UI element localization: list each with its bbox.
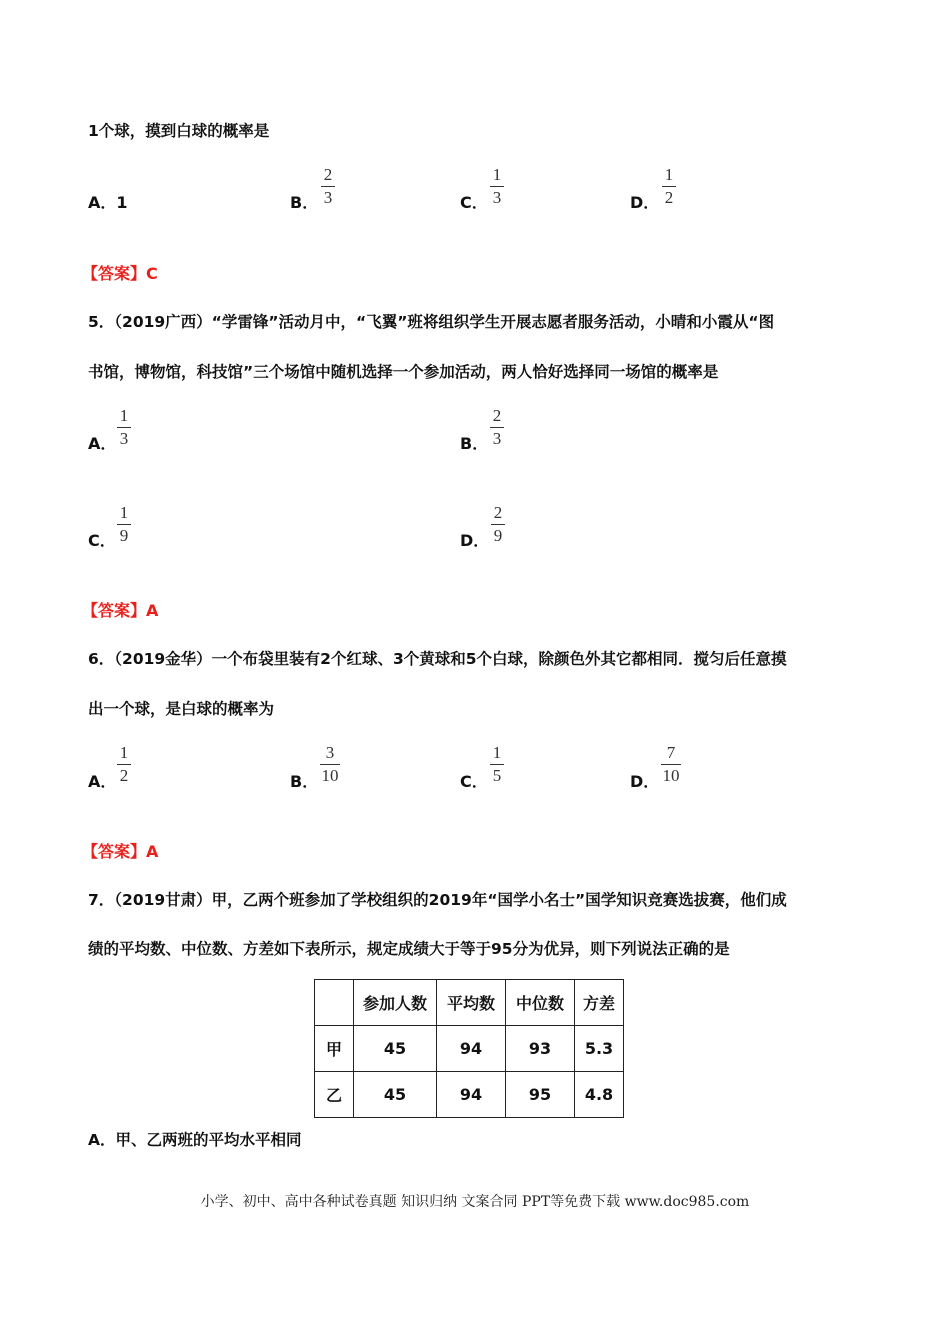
- q4-option-b-letter: B．: [290, 193, 319, 212]
- q4-option-d-denominator: 2: [664, 188, 674, 207]
- q6-option-c-letter: C．: [460, 772, 488, 791]
- q6-option-a-numerator: 1: [119, 743, 129, 762]
- q6-option-d-fraction: [661, 743, 681, 786]
- page-footer: 小学、初中、高中各种试卷真题 知识归纳 文案合同 PPT等免费下载 www.doc985.com: [200, 1194, 750, 1210]
- q4-option-c-fraction: [490, 165, 504, 208]
- table-cell: 乙: [315, 1072, 354, 1118]
- q6-stem-line2: 出一个球，是白球的概率为: [88, 700, 275, 718]
- q6-option-c-denominator: 5: [492, 766, 502, 785]
- q4-option-c-denominator: 3: [492, 188, 502, 207]
- q4-option-d-letter: D．: [630, 193, 660, 212]
- q5-option-c-fraction: [117, 503, 131, 546]
- q6-option-a-fraction: [117, 743, 131, 786]
- q7-option-a: A．甲、乙两班的平均水平相同: [88, 1131, 302, 1149]
- table-cell: 甲: [315, 1026, 354, 1072]
- table-cell: 94: [437, 1072, 506, 1118]
- q7-stem-line1: 7．（2019甘肃）甲，乙两个班参加了学校组织的2019年“国学小名士”国学知识竞赛选拔赛，他们成: [88, 891, 787, 909]
- table-header-cell: 中位数: [506, 980, 575, 1026]
- table-header-cell: [315, 980, 354, 1026]
- q4-option-a: [88, 190, 128, 213]
- q6-option-b-denominator: 10: [321, 766, 339, 785]
- q5-stem-line2: 书馆，博物馆，科技馆”三个场馆中随机选择一个参加活动，两人恰好选择同一场馆的概率是: [88, 363, 719, 381]
- q5-option-c-denominator: 9: [119, 526, 129, 545]
- table-header-row: [315, 980, 624, 1026]
- table-row: [315, 1026, 624, 1072]
- q5-answer: 【答案】A: [82, 601, 159, 620]
- q4-option-a-value: 1: [116, 193, 128, 212]
- table-header-cell: 参加人数: [354, 980, 437, 1026]
- q6-stem-line1: 6．（2019金华）一个布袋里装有2个红球、3个黄球和5个白球，除颜色外其它都相同．搅匀后任意摸: [88, 650, 787, 668]
- table-cell: 45: [354, 1072, 437, 1118]
- table-cell: 94: [437, 1026, 506, 1072]
- q5-option-d-numerator: 2: [493, 503, 503, 522]
- q6-option-d-denominator: 10: [662, 766, 680, 785]
- q5-option-b-letter: B．: [460, 434, 489, 453]
- q5-option-a-denominator: 3: [119, 429, 129, 448]
- q5-option-b-fraction: [490, 406, 504, 449]
- q4-option-a-letter: A．: [88, 193, 117, 212]
- q5-option-d-letter: D．: [460, 531, 490, 550]
- table-header-cell: 方差: [575, 980, 624, 1026]
- q5-stem-line1: 5．（2019广西）“学雷锋”活动月中，“飞翼”班将组织学生开展志愿者服务活动，小晴和小霞从“图: [88, 313, 775, 331]
- q4-option-c-letter: C．: [460, 193, 488, 212]
- table-cell: 95: [506, 1072, 575, 1118]
- q6-option-b-letter: B．: [290, 772, 319, 791]
- q6-option-d-letter: D．: [630, 772, 660, 791]
- q4-option-b-denominator: 3: [323, 188, 333, 207]
- table-row: [315, 1072, 624, 1118]
- q5-option-a-fraction: [117, 406, 131, 449]
- q6-option-c-numerator: 1: [492, 743, 502, 762]
- q5-option-b-numerator: 2: [492, 406, 502, 425]
- q6-option-a-letter: A．: [88, 772, 117, 791]
- q5-option-a-letter: A．: [88, 434, 117, 453]
- q4-option-b-numerator: 2: [323, 165, 333, 184]
- q5-option-d-fraction: [491, 503, 505, 546]
- q4-answer: 【答案】C: [82, 264, 158, 283]
- table-cell: 4.8: [575, 1072, 624, 1118]
- q7-stem-line2: 绩的平均数、中位数、方差如下表所示，规定成绩大于等于95分为优异，则下列说法正确的是: [88, 940, 730, 958]
- q6-answer: 【答案】A: [82, 842, 159, 861]
- q5-option-c-numerator: 1: [119, 503, 129, 522]
- q6-option-b-numerator: 3: [325, 743, 335, 762]
- table-header-cell: 平均数: [437, 980, 506, 1026]
- q6-option-b-fraction: [320, 743, 340, 786]
- q6-option-a-denominator: 2: [119, 766, 129, 785]
- q5-option-d-denominator: 9: [493, 526, 503, 545]
- table-cell: 45: [354, 1026, 437, 1072]
- table-cell: 5.3: [575, 1026, 624, 1072]
- q4-stem-tail: 1个球，摸到白球的概率是: [88, 122, 270, 140]
- q4-option-d-numerator: 1: [664, 165, 674, 184]
- q5-option-a-numerator: 1: [119, 406, 129, 425]
- q6-option-d-numerator: 7: [666, 743, 676, 762]
- q5-option-c-letter: C．: [88, 531, 116, 550]
- q4-option-c-numerator: 1: [492, 165, 502, 184]
- q4-option-d-fraction: [662, 165, 676, 208]
- q7-stats-table: [314, 979, 624, 1118]
- q4-option-b-fraction: [321, 165, 335, 208]
- q5-option-b-denominator: 3: [492, 429, 502, 448]
- table-cell: 93: [506, 1026, 575, 1072]
- q6-option-c-fraction: [490, 743, 504, 786]
